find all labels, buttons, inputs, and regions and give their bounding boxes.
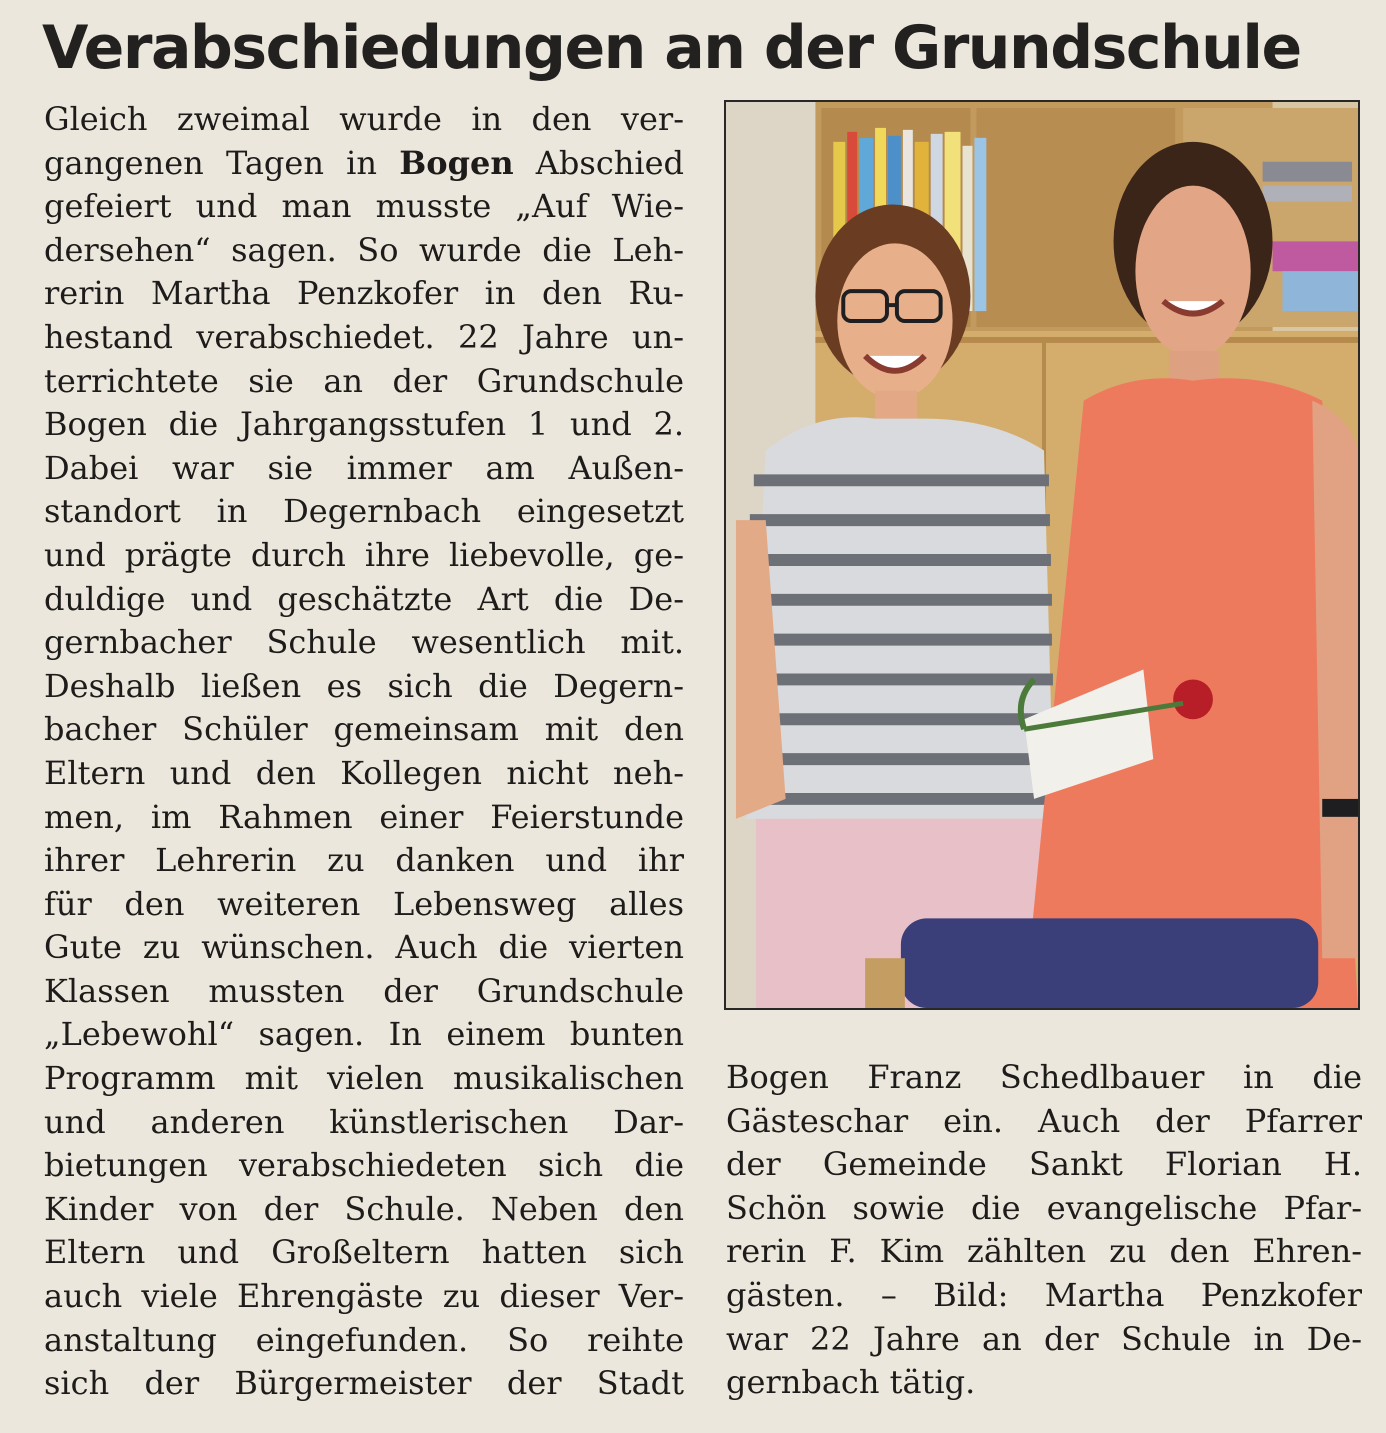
text-line: auch viele Ehrengäste zu dieser Ver- — [44, 1277, 684, 1316]
text-line: der Gemeinde Sankt Florian H. — [726, 1145, 1362, 1184]
article-column-left — [44, 98, 684, 1406]
text-line: ihrer Lehrerin zu danken und ihr — [44, 841, 684, 880]
text-line: Bogen Franz Schedlbauer in die — [726, 1058, 1362, 1096]
text-line: standort in Degernbach eingesetzt — [44, 492, 684, 531]
text-line: gefeiert und man musste „Auf Wie- — [44, 187, 684, 226]
text-line: Gleich zweimal wurde in den ver- — [44, 100, 684, 138]
text-line: gästen. – Bild: Martha Penzkofer — [726, 1275, 1362, 1314]
text-line: bietungen verabschiedeten sich die — [44, 1146, 684, 1185]
text-line: men, im Rahmen einer Feierstunde — [44, 797, 684, 836]
text-line: duldige und geschätzte Art die De- — [44, 579, 684, 618]
text-line: Eltern und Großeltern hatten sich — [44, 1233, 684, 1272]
text-line: sich der Bürgermeister der Stadt — [44, 1364, 684, 1403]
text-line: und prägte durch ihre liebevolle, ge- — [44, 535, 684, 574]
text-line: Dabei war sie immer am Außen- — [44, 448, 684, 487]
text-line: Deshalb ließen es sich die Degern- — [44, 666, 684, 705]
text-line: bacher Schüler gemeinsam mit den — [44, 710, 684, 749]
text-line: Gute zu wünschen. Auch die vierten — [44, 928, 684, 967]
text-line: Schön sowie die evangelische Pfar- — [726, 1188, 1362, 1227]
text-line: anstaltung eingefunden. So reihte — [44, 1320, 684, 1359]
text-line: Bogen die Jahrgangsstufen 1 und 2. — [44, 405, 684, 444]
text-line: „Lebewohl“ sagen. In einem bunten — [44, 1015, 684, 1054]
text-line: für den weiteren Lebensweg alles — [44, 884, 684, 923]
article-column-right — [726, 1056, 1362, 1405]
text-line: Programm mit vielen musikalischen — [44, 1059, 684, 1098]
photo-illustration — [726, 102, 1358, 1008]
text-fragment: gangenen Tagen in — [44, 143, 400, 182]
text-line: terrichtete sie an der Grundschule — [44, 361, 684, 400]
text-line: Klassen mussten der Grundschule — [44, 971, 684, 1010]
text-line: rerin Martha Penzkofer in den Ru- — [44, 274, 684, 313]
text-line: rerin F. Kim zählten zu den Ehren- — [726, 1232, 1362, 1271]
text-line: gernbacher Schule wesentlich mit. — [44, 623, 684, 662]
article-photo — [724, 100, 1360, 1010]
text-line: und anderen künstlerischen Dar- — [44, 1102, 684, 1141]
text-fragment: Abschied — [513, 143, 684, 182]
text-line — [44, 142, 684, 186]
place-name: Bogen — [399, 143, 514, 182]
text-line: gernbach tätig. — [726, 1363, 976, 1402]
text-line: Gästeschar ein. Auch der Pfarrer — [726, 1101, 1362, 1140]
headline: Verabschiedungen an der Grundschule — [42, 13, 1301, 83]
text-line: dersehen“ sagen. So wurde die Leh- — [44, 230, 684, 269]
text-line: war 22 Jahre an der Schule in De- — [726, 1319, 1362, 1358]
text-line: Eltern und den Kollegen nicht neh- — [44, 753, 684, 792]
text-line: hestand verabschiedet. 22 Jahre un- — [44, 317, 684, 356]
text-line: Kinder von der Schule. Neben den — [44, 1189, 684, 1228]
